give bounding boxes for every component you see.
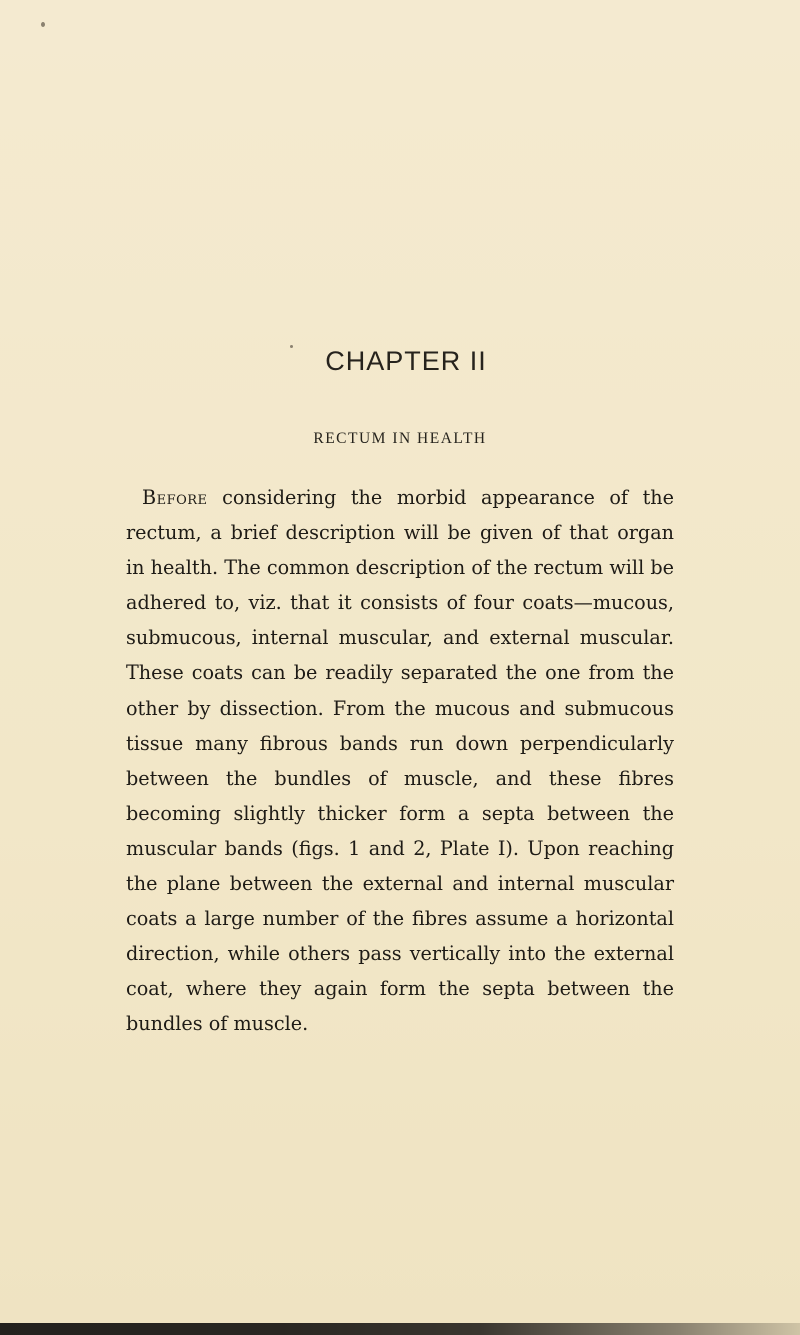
chapter-heading-text: CHAPTER II xyxy=(325,346,487,376)
chapter-heading xyxy=(0,346,800,377)
section-title: RECTUM IN HEALTH xyxy=(313,430,487,447)
page-bottom-edge xyxy=(0,1323,800,1335)
ink-speck xyxy=(41,22,45,27)
paragraph-text: considering the morbid appearance of the rectum, a brief description will be given of that organ in health. The common description of the rectum will be adhered to, viz. that it consists of four coats—mucous, submucous, internal muscular, and external muscular. These coats can be readily separated the one from the other by dissection. From the mucous and submucous tissue many fibrous bands run down perpendicularly between the bundles of muscle, and these fibres becoming slightly thicker form a septa between the muscular bands (figs. 1 and 2, Plate I). Upon reaching the plane between the external and internal muscular coats a large number of the fibres assume a horizontal direction, while others pass vertically into the external coat, where they again form the septa between the bundles of muscle. xyxy=(126,486,674,1036)
paragraph xyxy=(126,480,674,1042)
body-paragraph xyxy=(126,480,674,1042)
lead-word: Before xyxy=(142,486,208,509)
